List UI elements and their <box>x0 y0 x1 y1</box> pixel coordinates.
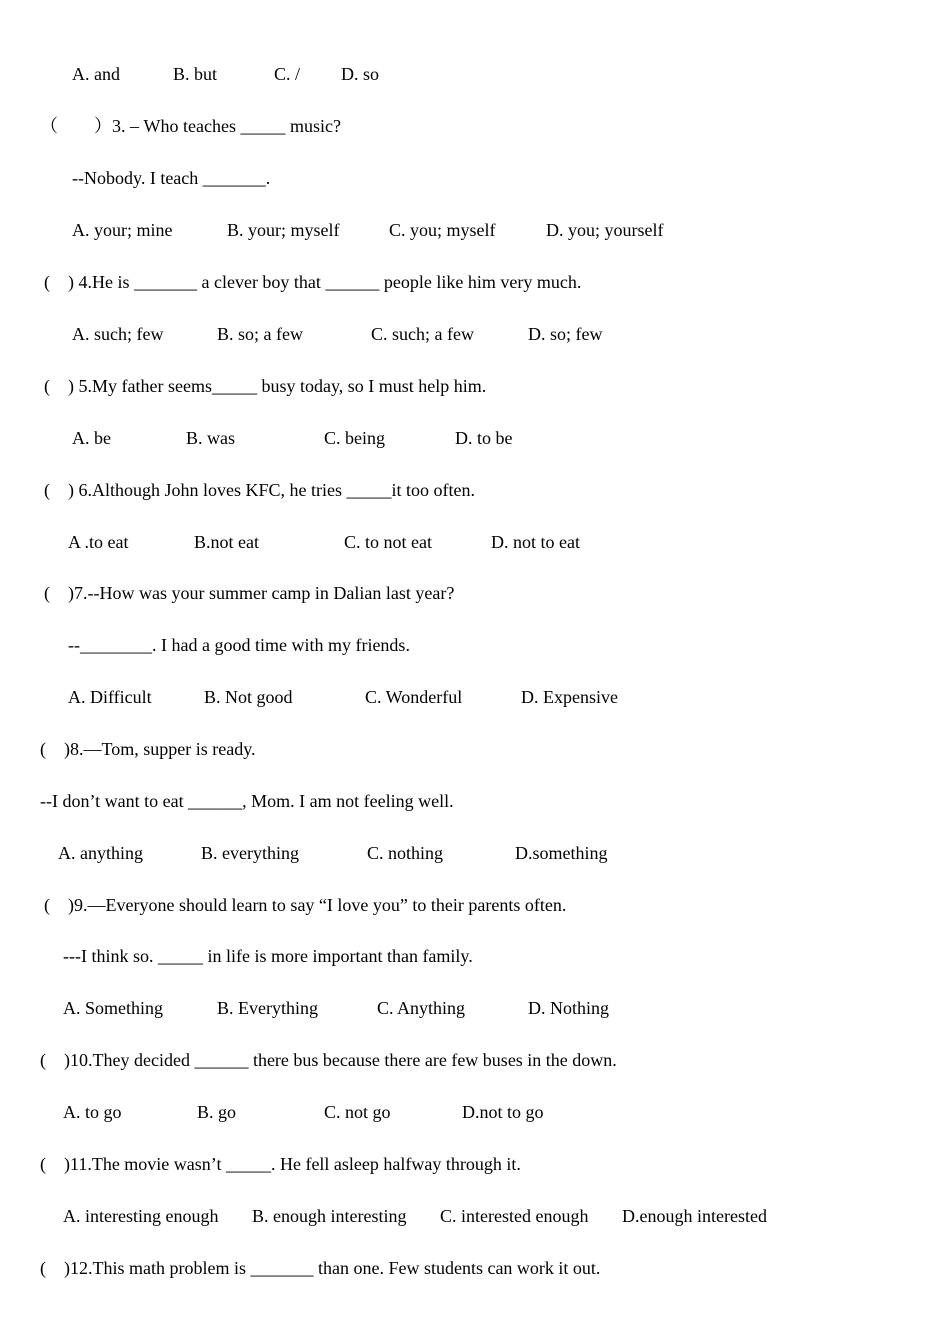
option-d: D. to be <box>455 428 513 448</box>
question-stem: ( )12.This math problem is _______ than one. Few students can work it out. <box>40 1258 601 1278</box>
option-a: A. anything <box>58 843 143 863</box>
option-a: A. such; few <box>72 324 164 344</box>
option-b: B. Not good <box>204 687 293 707</box>
option-a: A. your; mine <box>72 220 173 240</box>
option-b: B. but <box>173 64 218 84</box>
option-a: A. to go <box>63 1102 122 1122</box>
option-c: C. being <box>324 428 385 448</box>
option-a: A. interesting enough <box>63 1206 219 1226</box>
question-stem: ( )8.—Tom, supper is ready. <box>40 739 256 759</box>
question-stem: （ ）3. – Who teaches _____ music? <box>40 116 341 136</box>
question-stem: ( )9.—Everyone should learn to say “I love you” to their parents often. <box>44 895 567 915</box>
option-b: B. go <box>197 1102 237 1122</box>
question-stem: ( )11.The movie wasn’t _____. He fell asleep halfway through it. <box>40 1154 521 1174</box>
option-c: C. such; a few <box>371 324 474 344</box>
question-stem: ( ) 4.He is _______ a clever boy that ______ people like him very much. <box>44 272 582 292</box>
option-a: A. be <box>72 428 111 448</box>
option-d: D. so <box>341 64 380 84</box>
option-a: A. and <box>72 64 120 84</box>
question-stem: ( )7.--How was your summer camp in Dalian last year? <box>44 583 455 603</box>
option-b: B.not eat <box>194 532 259 552</box>
option-c: C. to not eat <box>344 532 432 552</box>
option-d: D. you; yourself <box>546 220 664 240</box>
option-d: D.enough interested <box>622 1206 767 1226</box>
option-c: C. you; myself <box>389 220 496 240</box>
option-b: B. everything <box>201 843 299 863</box>
option-c: C. not go <box>324 1102 391 1122</box>
option-c: C. nothing <box>367 843 444 863</box>
option-a: A .to eat <box>68 532 129 552</box>
option-d: D. Nothing <box>528 998 609 1018</box>
option-c: C. / <box>274 64 301 84</box>
option-d: D. not to eat <box>491 532 580 552</box>
question-stem: ( )10.They decided ______ there bus because there are few buses in the down. <box>40 1050 617 1070</box>
option-a: A. Difficult <box>68 687 152 707</box>
option-d: D.not to go <box>462 1102 544 1122</box>
question-stem: ( ) 6.Although John loves KFC, he tries _____it too often. <box>44 480 475 500</box>
option-c: C. Anything <box>377 998 466 1018</box>
option-d: D.something <box>515 843 608 863</box>
option-c: C. interested enough <box>440 1206 589 1226</box>
answer-line: --Nobody. I teach _______. <box>72 168 271 188</box>
option-b: B. your; myself <box>227 220 340 240</box>
option-b: B. was <box>186 428 235 448</box>
answer-line: --________. I had a good time with my friends. <box>68 635 410 655</box>
answer-line: ---I think so. _____ in life is more important than family. <box>63 946 473 966</box>
option-b: B. so; a few <box>217 324 303 344</box>
option-d: D. Expensive <box>521 687 618 707</box>
option-b: B. Everything <box>217 998 318 1018</box>
option-c: C. Wonderful <box>365 687 463 707</box>
answer-line: --I don’t want to eat ______, Mom. I am not feeling well. <box>40 791 454 811</box>
option-a: A. Something <box>63 998 164 1018</box>
option-b: B. enough interesting <box>252 1206 407 1226</box>
option-d: D. so; few <box>528 324 603 344</box>
question-stem: ( ) 5.My father seems_____ busy today, so I must help him. <box>44 376 487 396</box>
